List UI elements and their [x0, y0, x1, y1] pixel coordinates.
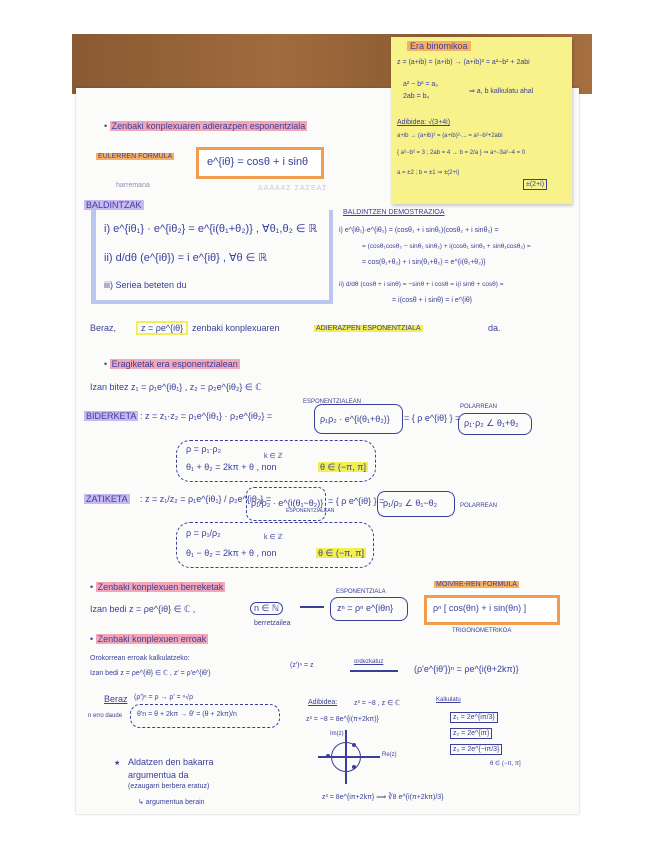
- baldintzak-title: BALDINTZAK: [86, 200, 142, 210]
- erroak-note1: Aldatzen den bakarra: [128, 757, 214, 767]
- beraz-formula: z = ρe^{iθ}: [136, 321, 188, 335]
- berreketa-given: Izan bedi z = ρe^{iθ} ∈ ℂ ,: [90, 604, 196, 614]
- sticky-result: ±(2+i): [523, 179, 547, 190]
- ops-title: • Eragiketak era esponentzialean: [104, 359, 238, 369]
- biderketa-eq: = { ρ e^{iθ} } =: [404, 413, 461, 423]
- sticky-title: Era binomikoa: [407, 41, 471, 51]
- moivre-label: MOIVRE-REN FORMULA: [436, 581, 517, 588]
- ops-given: Izan bitez z₁ = ρ₁e^{iθ₁} , z₂ = ρ₂e^{iθ₂} ∈ ℂ: [90, 382, 262, 392]
- biderketa-cond1: ρ = ρ₁·ρ₂: [186, 444, 222, 454]
- biderketa-polar: ρ₁·ρ₂ ∠ θ₁+θ₂: [464, 418, 519, 428]
- sticky-sys1: a² − b² = a₀: [403, 81, 439, 88]
- baldintzak-bottom-bar: [91, 300, 331, 304]
- berreketa-esponentziala: ESPONENTZIALA: [336, 589, 386, 595]
- sticky-sys-note: ⇒ a, b kalkulatu ahal: [469, 88, 534, 95]
- demo-line4: ii) d/dθ (cosθ + i sinθ) = −sinθ + i cosθ = i(i sinθ + cosθ) =: [339, 281, 504, 288]
- erroak-intro: Orokorrean erroak kalkulatzeko:: [90, 655, 190, 662]
- biderketa-label: BIDERKETA: [86, 411, 137, 421]
- beraz-highlight: ADIERAZPEN ESPONENTZIALA: [316, 325, 421, 332]
- berreketa-arrow: [300, 606, 324, 608]
- baldintzak-item1: i) e^{iθ₁} · e^{iθ₂} = e^{i(θ₁+θ₂)} , ∀θ₁,θ₂ ∈ ℝ: [104, 223, 318, 235]
- moivre-box: [424, 595, 560, 625]
- demo-line2: = (cosθ₁cosθ₂ − sinθ₁ sinθ₂) + i(cosθ₁ sinθ₂ + sinθ₁cosθ₂) =: [362, 243, 531, 250]
- diagram-circle: [331, 742, 361, 772]
- zatiketa-k: k ∈ ℤ: [264, 534, 283, 541]
- erroak-n-erro: n erro daude: [88, 713, 123, 719]
- demo-title: BALDINTZEN DEMOSTRAZIOA: [343, 209, 445, 216]
- erroak-adibidea: Adibidea:: [308, 699, 338, 706]
- erroak-arrow: [350, 670, 398, 672]
- ops-esponentzialean: ESPONENTZIALEAN: [303, 399, 362, 405]
- euler-label: EULERREN FORMULA: [98, 153, 173, 160]
- erroak-ex-eq: z³ = −8 , z ∈ ℂ: [354, 700, 400, 707]
- zatiketa-polar-label: POLARREAN: [460, 503, 498, 509]
- demo-line5: = i(cosθ + i sinθ) = i e^{iθ}: [392, 297, 473, 304]
- berreketa-n: n ∈ ℕ: [250, 602, 283, 615]
- erroak-result: (ρ'e^{iθ'})ⁿ = ρe^{i(θ+2kπ)}: [414, 664, 519, 674]
- erroak-ordezkatuz: ordezkatuz: [354, 659, 384, 665]
- erroak-eq1: (ρ')ⁿ = ρ → ρ' = ⁿ√ρ: [134, 694, 194, 701]
- euler-formula-box: [196, 147, 324, 179]
- sticky-example-label: Adibidea: √(3+4i): [397, 119, 451, 126]
- berreketa-title: • Zenbaki konplexuen berreketak: [90, 582, 224, 592]
- beraz-text: Beraz,: [90, 323, 117, 333]
- baldintzak-right-bar: [329, 210, 333, 304]
- zatiketa-cond1: ρ = ρ₁/ρ₂: [186, 528, 221, 538]
- erroak-given: Izan bedi z = ρe^{iθ} ∈ ℂ , z' = ρ'e^{iθ'}: [90, 670, 211, 677]
- erroak-root1: z₁ = 2e^{iπ/3}: [450, 712, 498, 723]
- erroak-note4: ↳ argumentua berain: [138, 799, 205, 806]
- berreketa-berretzailea: berretzailea: [254, 620, 291, 627]
- sticky-sys2: 2ab = b₀: [403, 93, 430, 100]
- erroak-ex-step: z³ = −8 = 8e^{i(π+2kπ)}: [306, 716, 379, 723]
- biderketa-cond2: θ₁ + θ₂ = 2kπ + θ , non: [186, 462, 277, 472]
- zatiketa-result: ρ₁/ρ₂ · e^{i(θ₁−θ₂)}: [251, 498, 324, 508]
- diagram-root-z3: [352, 765, 356, 769]
- diagram-re-label: Re(z): [382, 752, 397, 758]
- erroak-sys: (z')ⁿ = z: [290, 662, 314, 669]
- biderketa-expr: : z = z₁·z₂ = ρ₁e^{iθ₁} · ρ₂e^{iθ₂} =: [140, 411, 273, 421]
- euler-faint-note: ΔΑΑΑΑΣ ΣΑΣΕΑΣ: [258, 185, 328, 192]
- euler-sublabel: harremana: [116, 182, 150, 189]
- sticky-example-line2: { a²−b² = 3 ; 2ab = 4 → b = 2/a } ⇒ a⁴−3a²−4 = 0: [397, 150, 526, 156]
- erroak-beraz: Beraz: [104, 694, 128, 704]
- diagram-root-z1: [352, 743, 356, 747]
- baldintzak-item2: ii) d/dθ (e^{iθ}) = i e^{iθ} , ∀θ ∈ ℝ: [104, 252, 268, 264]
- diagram-im-label: Im(z): [330, 731, 344, 737]
- ops-polarrean: POLARREAN: [460, 404, 498, 410]
- biderketa-k: k ∈ ℤ: [264, 453, 283, 460]
- sticky-note: [391, 37, 572, 204]
- biderketa-result-box: [314, 404, 403, 434]
- demo-line1: i) e^{iθ₁}·e^{iθ₂} = (cosθ₁ + i sinθ₁)(cosθ₂ + i sinθ₂) =: [339, 227, 499, 234]
- diagram-root-z2: [326, 754, 330, 758]
- biderketa-polar-box: [458, 413, 532, 435]
- erroak-root3: z₃ = 2e^{−iπ/3}: [450, 744, 502, 755]
- erroak-root2: z₂ = 2e^{iπ}: [450, 728, 492, 739]
- erroak-note-star: ★: [114, 760, 121, 767]
- erroak-eq2-box: [130, 704, 280, 728]
- biderketa-result: ρ₁ρ₂ · e^{i(θ₁+θ₂)}: [320, 414, 390, 424]
- erroak-final: z³ = 8e^{iπ+2kπ} ⟹ ∛8 e^{i(π+2kπ)/3}: [322, 794, 444, 801]
- zatiketa-esp-label: ESPONENTZIALEAN: [286, 508, 335, 514]
- zatiketa-polar-box: [377, 491, 455, 517]
- sticky-example-line3: a = ±2 ; b = ±1 ⇒ ±(2+i): [397, 170, 460, 176]
- erroak-range: θ ∈ (−π, π]: [490, 761, 521, 767]
- zatiketa-eq: = { ρ e^{iθ} } =: [328, 496, 385, 506]
- moivre-formula: ρⁿ [ cos(θn) + i sin(θn) ]: [433, 603, 527, 613]
- erroak-title: • Zenbaki konplexuen erroak: [90, 634, 207, 644]
- berreketa-result-box: [330, 597, 408, 621]
- erroak-eq2: θ'n = θ + 2kπ → θ' = (θ + 2kπ)/n: [137, 711, 237, 718]
- demo-line3: = cos(θ₁+θ₂) + i sin(θ₁+θ₂) = e^{i(θ₁+θ₂)}: [362, 259, 486, 266]
- erroak-note3: (ezaugarri berbera eratuz): [128, 783, 210, 790]
- zatiketa-range: θ ∈ (−π, π]: [318, 548, 365, 558]
- beraz-rest: zenbaki konplexuaren: [192, 323, 280, 333]
- euler-formula: e^{iθ} = cosθ + i sinθ: [207, 156, 309, 168]
- moivre-trigo: TRIGONOMETRIKOA: [452, 628, 512, 634]
- zatiketa-polar: ρ₁/ρ₂ ∠ θ₁−θ₂: [383, 498, 438, 508]
- zatiketa-cond2: θ₁ − θ₂ = 2kπ + θ , non: [186, 548, 277, 558]
- beraz-end: da.: [488, 323, 501, 333]
- zatiketa-result-box: [246, 487, 326, 521]
- sticky-line1: z = (a+ib) = (a+ib) → (a+ib)² = a²−b² + 2abi: [397, 59, 530, 66]
- zatiketa-label: ZATIKETA: [86, 494, 128, 504]
- erroak-kalkulatu: Kalkulatu: [436, 697, 461, 703]
- baldintzak-left-bar: [91, 210, 96, 304]
- sticky-example-line1: a+ib → (a+ib)² = (a+ib)²·... = a²−b²+2abi: [397, 133, 503, 139]
- erroak-note2: argumentua da: [128, 770, 189, 780]
- berreketa-result: zⁿ = ρⁿ e^{iθn}: [337, 603, 394, 613]
- biderketa-range: θ ∈ (−π, π]: [320, 462, 367, 472]
- zatiketa-expr: : z = z₁/z₂ = ρ₁e^{iθ₁} / ρ₂e^{iθ₂} =: [140, 494, 272, 504]
- section-title: • Zenbaki konplexuaren adierazpen esponentziala: [104, 121, 306, 131]
- baldintzak-item3: iii) Seriea beteten du: [104, 280, 187, 290]
